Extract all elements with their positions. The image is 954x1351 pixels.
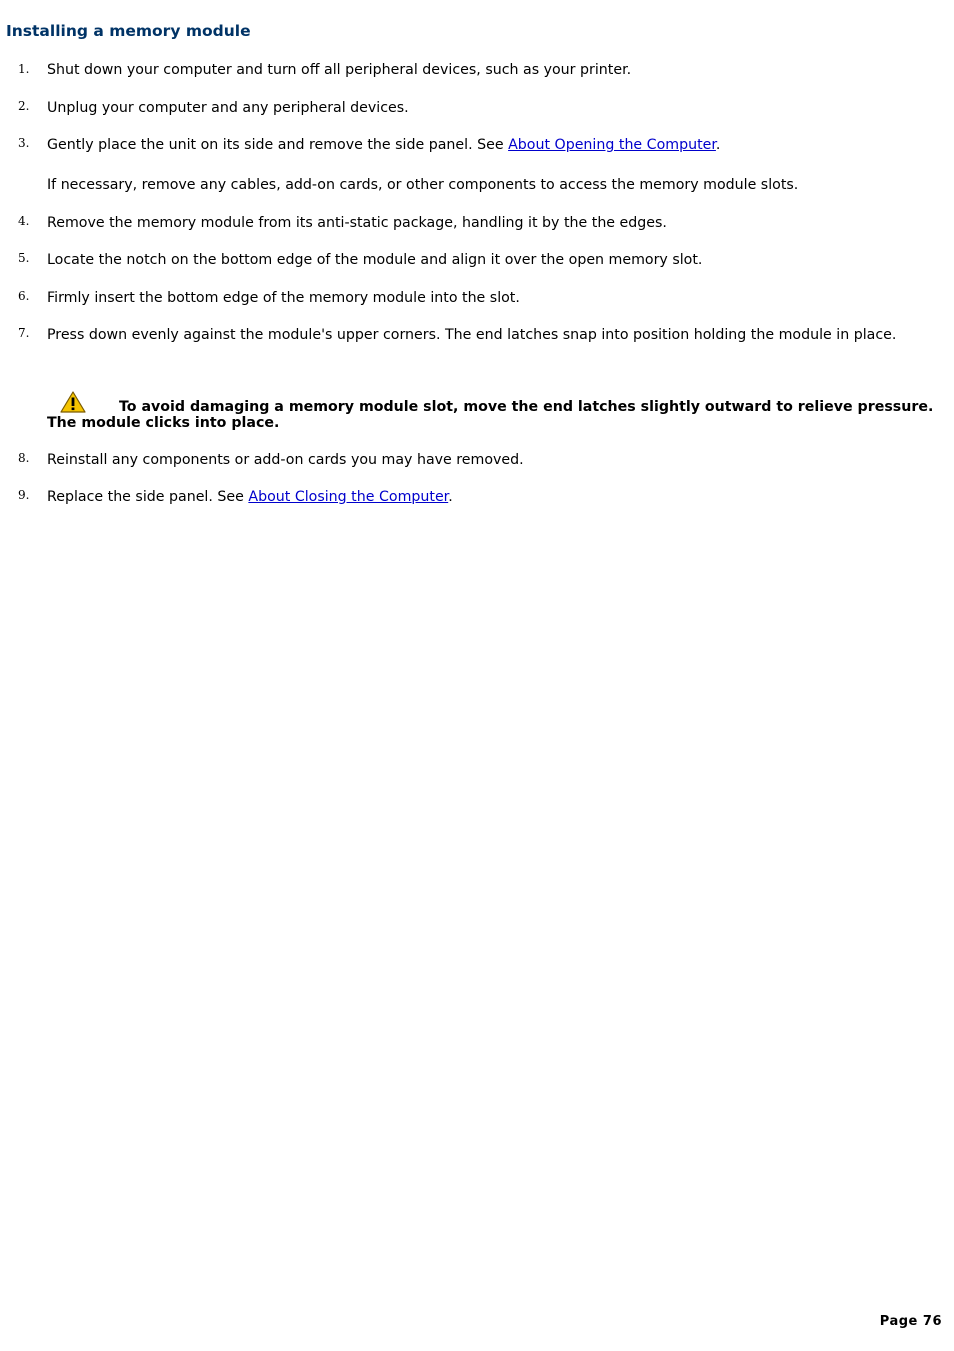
step-number: 2. bbox=[18, 99, 30, 113]
step-text: Firmly insert the bottom edge of the memory module into the slot. bbox=[47, 290, 520, 306]
step-number: 1. bbox=[18, 62, 30, 76]
step-number: 5. bbox=[18, 251, 30, 265]
step-text: Unplug your computer and any peripheral devices. bbox=[47, 100, 409, 116]
page-title: Installing a memory module bbox=[6, 22, 251, 40]
step-text-after: . bbox=[715, 137, 721, 153]
caution-text: To avoid damaging a memory module slot, move the end latches slightly outward to relieve pressure. The module clicks into place. bbox=[47, 399, 934, 431]
step-text bbox=[47, 136, 927, 154]
warning-icon bbox=[60, 391, 86, 413]
step-number: 8. bbox=[18, 451, 30, 465]
about-closing-link[interactable]: About Closing the Computer bbox=[248, 489, 449, 505]
step-text-before: Replace the side panel. See bbox=[47, 489, 249, 505]
step-number: 4. bbox=[18, 214, 30, 228]
step-text: Press down evenly against the module's upper corners. The end latches snap into position holding the module in place. bbox=[47, 327, 897, 343]
caution-note bbox=[47, 391, 937, 431]
step-number: 3. bbox=[18, 136, 30, 150]
step-number: 7. bbox=[18, 326, 30, 340]
step-text: Remove the memory module from its anti-static package, handling it by the the edges. bbox=[47, 215, 667, 231]
about-opening-link[interactable]: About Opening the Computer bbox=[508, 137, 716, 153]
page-number: Page 76 bbox=[879, 1314, 942, 1329]
step-text: Reinstall any components or add-on cards you may have removed. bbox=[47, 452, 524, 468]
step-text: Shut down your computer and turn off all peripheral devices, such as your printer. bbox=[47, 62, 632, 78]
step-text-after: . bbox=[448, 489, 453, 505]
step-number: 9. bbox=[18, 488, 30, 502]
step-text bbox=[47, 488, 927, 506]
step-note: If necessary, remove any cables, add-on cards, or other components to access the memory module slots. bbox=[47, 177, 799, 193]
step-text-before: Gently place the unit on its side and remove the side panel. See bbox=[47, 137, 509, 153]
step-text: Locate the notch on the bottom edge of the module and align it over the open memory slot. bbox=[47, 252, 703, 268]
step-number: 6. bbox=[18, 289, 30, 303]
